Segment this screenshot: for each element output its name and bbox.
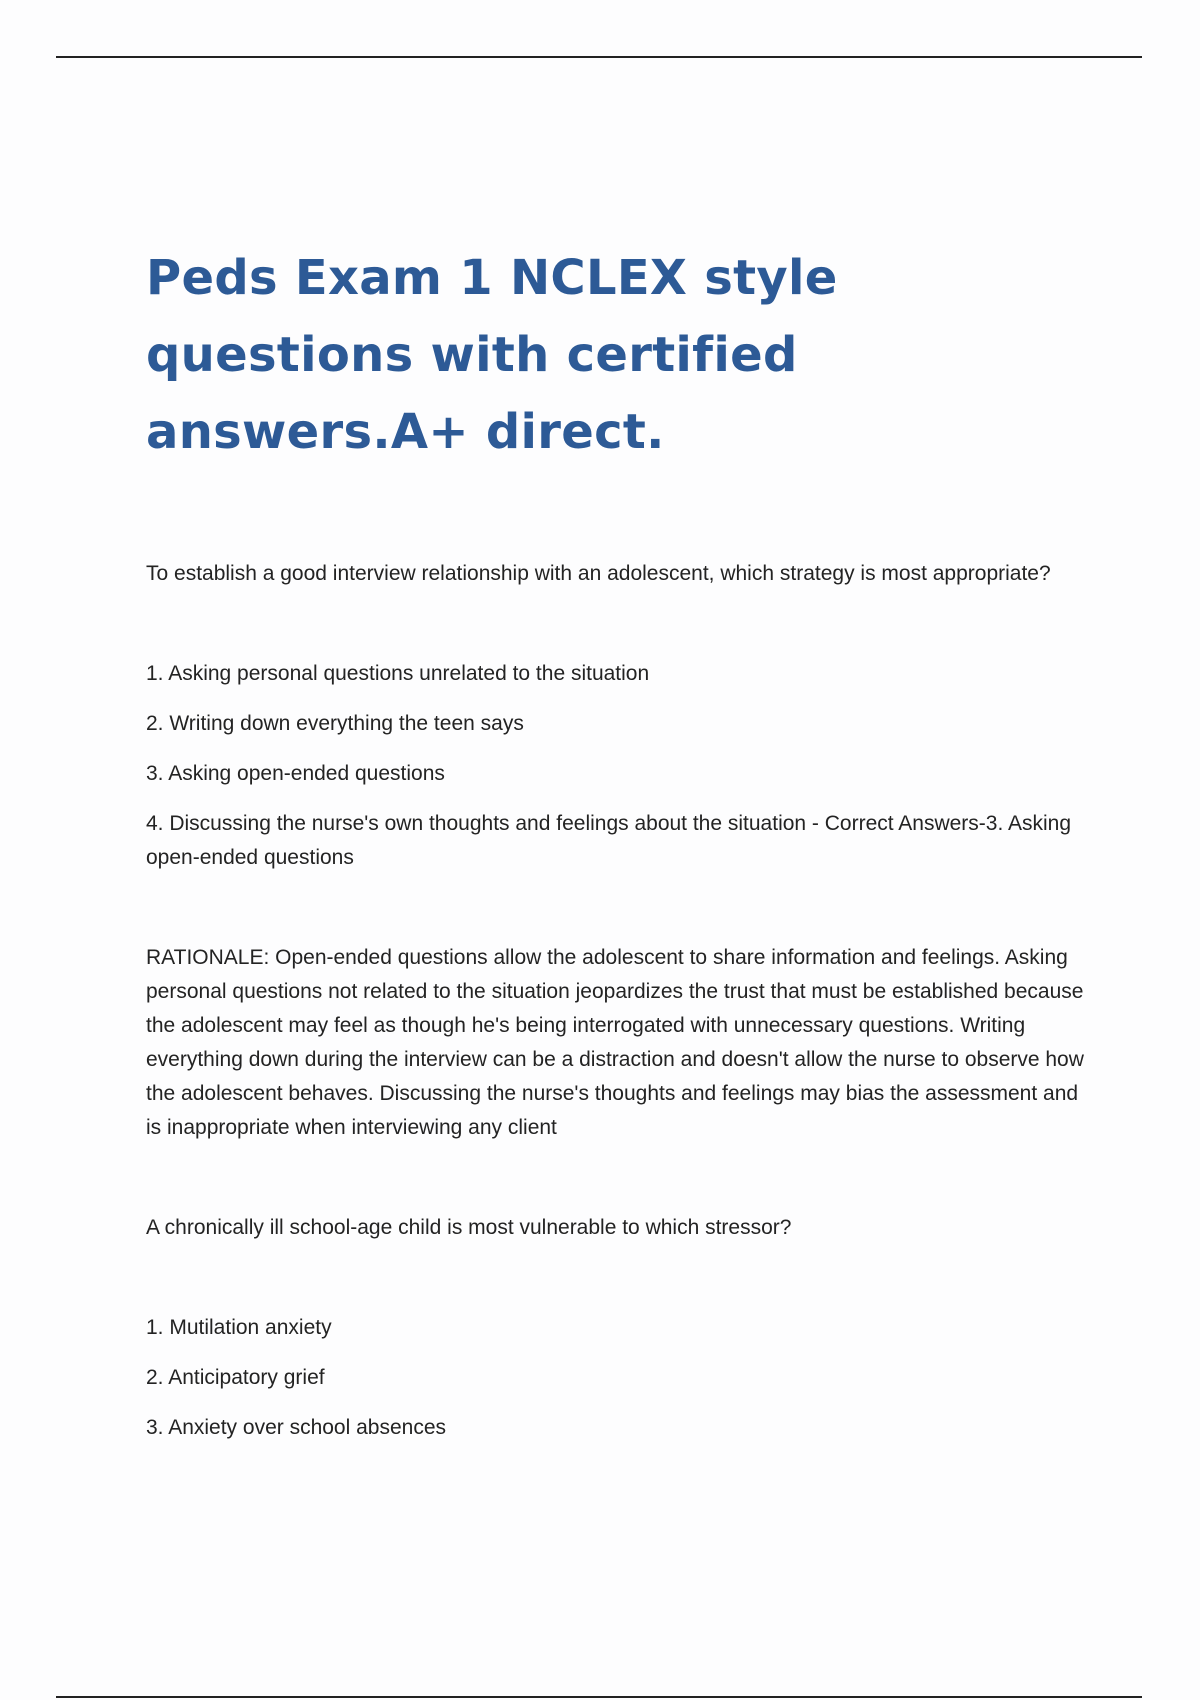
question-1-option-1: 1. Asking personal questions unrelated to the situation xyxy=(146,662,650,685)
document-body xyxy=(146,240,1086,1461)
question-1-option-4-with-answer: 4. Discussing the nurse's own thoughts and feelings about the situation - Correct Answers-3. Asking open-ended questions xyxy=(146,812,1072,869)
question-2-option-2: 2. Anticipatory grief xyxy=(146,1366,325,1389)
question-2-option-1: 1. Mutilation anxiety xyxy=(146,1316,332,1339)
top-rule xyxy=(56,56,1142,58)
question-1-option-2: 2. Writing down everything the teen says xyxy=(146,712,524,735)
question-2-option-3: 3. Anxiety over school absences xyxy=(146,1416,447,1439)
question-2-text: A chronically ill school-age child is most vulnerable to which stressor? xyxy=(146,1216,792,1239)
question-1-option-3: 3. Asking open-ended questions xyxy=(146,762,445,785)
question-1-rationale: RATIONALE: Open-ended questions allow the adolescent to share information and feelings. Asking personal questions not related to the situation jeopardizes the trust that must be established because the adolescent may feel as though he's being interrogated with unnecessary questions. Writing everything down during the interview can be a distraction and doesn't allow the nurse to observe how the adolescent behaves. Discussing the nurse's thoughts and feelings may bias the assessment and is inappropriate when interviewing any client xyxy=(146,946,1084,1139)
bottom-rule xyxy=(56,1696,1142,1698)
question-1-text: To establish a good interview relationship with an adolescent, which strategy is most appropriate? xyxy=(146,562,1051,585)
document-title: Peds Exam 1 NCLEX style questions with certified answers.A+ direct. xyxy=(146,250,838,460)
